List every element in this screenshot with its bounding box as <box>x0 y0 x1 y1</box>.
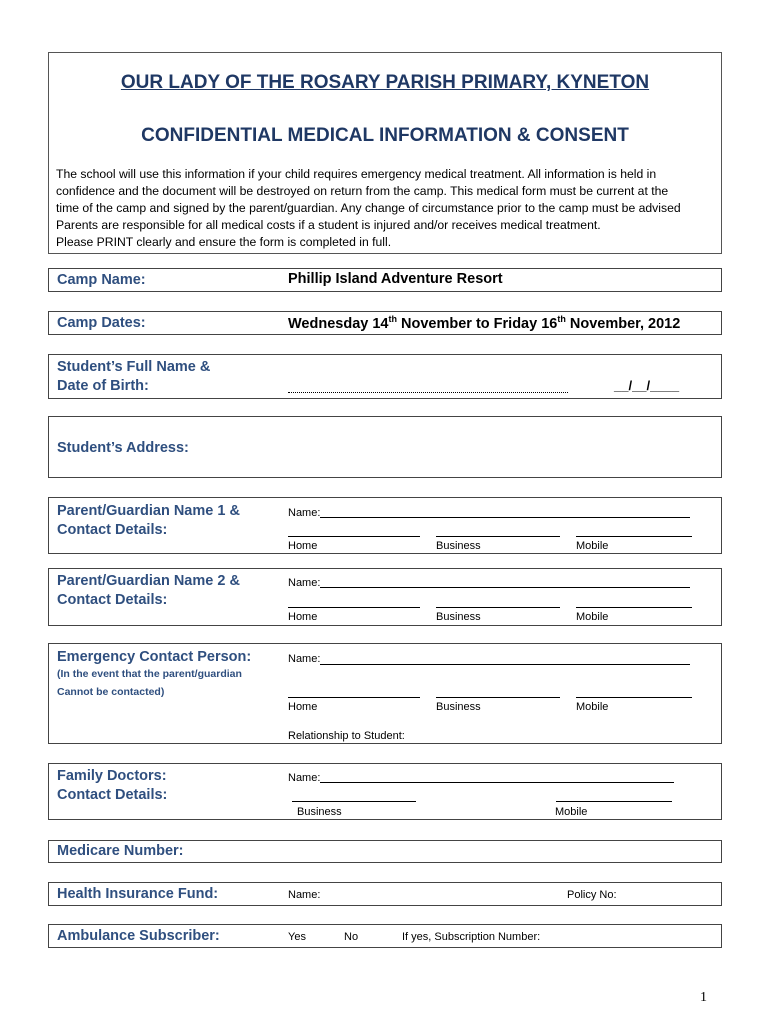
mobile-label: Mobile <box>576 701 609 713</box>
intro-line: confidence and the document will be destroyed on return from the camp. This medical form must be current at the <box>56 184 669 198</box>
name-label: Name: <box>288 577 321 589</box>
parent1-business-field[interactable] <box>436 536 560 537</box>
intro-line: Parents are responsible for all medical costs if a student is injured and/or receives medical treatment. <box>56 218 601 232</box>
parent1-mobile-field[interactable] <box>576 536 692 537</box>
camp-name-value: Phillip Island Adventure Resort <box>288 271 503 287</box>
medicare-label: Medicare Number: <box>57 843 184 859</box>
medicare-section <box>48 840 722 863</box>
parent1-label: Parent/Guardian Name 1 & <box>57 503 240 519</box>
student-dob-label: Date of Birth: <box>57 378 149 394</box>
home-label: Home <box>288 611 318 623</box>
insurance-section <box>48 882 722 906</box>
name-label: Name: <box>288 653 321 665</box>
name-label: Name: <box>288 507 321 519</box>
parent1-contact-label: Contact Details: <box>57 522 168 538</box>
doctor-mobile-field[interactable] <box>556 801 672 802</box>
dob-field[interactable]: __/__/____ <box>614 378 680 393</box>
intro-line: Please PRINT clearly and ensure the form is completed in full. <box>56 235 392 249</box>
emergency-section <box>48 643 722 744</box>
doctors-contact-label: Contact Details: <box>57 787 168 803</box>
name-label: Name: <box>288 772 321 784</box>
intro-line: The school will use this information if your child requires emergency medical treatment. All information is held in <box>56 167 657 181</box>
doctors-label: Family Doctors: <box>57 768 167 784</box>
home-label: Home <box>288 540 318 552</box>
doctors-section <box>48 763 722 820</box>
mobile-label: Mobile <box>576 540 609 552</box>
mobile-label: Mobile <box>576 611 609 623</box>
emergency-home-field[interactable] <box>288 697 420 698</box>
camp-dates-sup: th <box>388 314 397 324</box>
parent2-business-field[interactable] <box>436 607 560 608</box>
intro-text <box>56 166 720 251</box>
ambulance-label: Ambulance Subscriber: <box>57 928 220 944</box>
parent1-name-field[interactable] <box>320 517 690 518</box>
parent2-section <box>48 568 722 626</box>
ambulance-yes-option[interactable]: Yes <box>288 931 306 943</box>
parent2-home-field[interactable] <box>288 607 420 608</box>
parent2-mobile-field[interactable] <box>576 607 692 608</box>
emergency-note-2: Cannot be contacted) <box>57 686 165 698</box>
emergency-business-field[interactable] <box>436 697 560 698</box>
emergency-name-field[interactable] <box>320 664 690 665</box>
student-section <box>48 354 722 399</box>
parent1-section <box>48 497 722 554</box>
address-section <box>48 416 722 478</box>
camp-name-label: Camp Name: <box>57 272 146 288</box>
policy-label: Policy No: <box>567 889 617 901</box>
camp-dates-sup: th <box>557 314 566 324</box>
parent2-label: Parent/Guardian Name 2 & <box>57 573 240 589</box>
insurance-name-label: Name: <box>288 889 321 901</box>
parent2-name-field[interactable] <box>320 587 690 588</box>
page-number: 1 <box>700 990 707 1005</box>
parent2-contact-label: Contact Details: <box>57 592 168 608</box>
ambulance-section <box>48 924 722 948</box>
camp-dates-part: Wednesday 14 <box>288 315 389 332</box>
camp-dates-value <box>288 314 680 332</box>
doctor-business-field[interactable] <box>292 801 416 802</box>
emergency-label: Emergency Contact Person: <box>57 649 252 665</box>
business-label: Business <box>436 701 481 713</box>
business-label: Business <box>297 806 342 818</box>
form-title: CONFIDENTIAL MEDICAL INFORMATION & CONSENT <box>141 125 629 146</box>
doctor-name-field[interactable] <box>320 782 674 783</box>
ambulance-no-option[interactable]: No <box>344 931 359 943</box>
parent1-home-field[interactable] <box>288 536 420 537</box>
school-title: OUR LADY OF THE ROSARY PARISH PRIMARY, KYNETON <box>120 72 650 93</box>
business-label: Business <box>436 540 481 552</box>
business-label: Business <box>436 611 481 623</box>
camp-name-section <box>48 268 722 292</box>
relationship-label: Relationship to Student: <box>288 730 405 742</box>
student-name-label: Student’s Full Name & <box>57 359 211 375</box>
insurance-label: Health Insurance Fund: <box>57 886 219 902</box>
camp-dates-part: November, 2012 <box>565 315 681 332</box>
intro-line: time of the camp and signed by the parent/guardian. Any change of circumstance prior to the camp must be advised <box>56 201 681 215</box>
student-name-field[interactable] <box>288 392 568 393</box>
mobile-label: Mobile <box>555 806 588 818</box>
camp-dates-section <box>48 311 722 335</box>
home-label: Home <box>288 701 318 713</box>
address-label: Student’s Address: <box>57 440 189 456</box>
emergency-note-1: (In the event that the parent/guardian <box>57 668 242 680</box>
camp-dates-part: November to Friday 16 <box>396 315 558 332</box>
emergency-mobile-field[interactable] <box>576 697 692 698</box>
subscription-label: If yes, Subscription Number: <box>402 931 541 943</box>
camp-dates-label: Camp Dates: <box>57 315 146 331</box>
